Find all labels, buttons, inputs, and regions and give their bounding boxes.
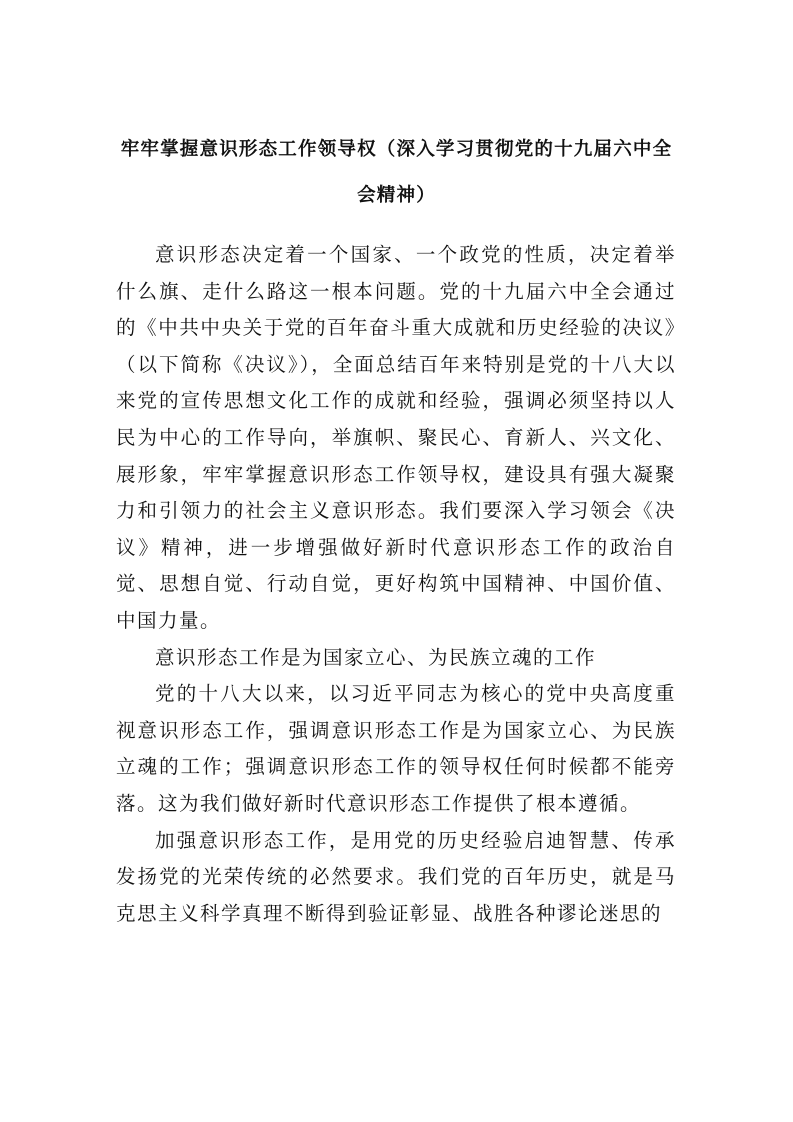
paragraph-section-2: 加强意识形态工作，是用党的历史经验启迪智慧、传承发扬党的光荣传统的必然要求。我们党的百年历史，就是马克思主义科学真理不断得到验证彰显、战胜各种谬论迷思的 bbox=[116, 828, 676, 925]
paragraph-intro: 意识形态决定着一个国家、一个政党的性质，决定着举什么旗、走什么路这一根本问题。党的十九届六中全会通过的《中共中央关于党的百年奋斗重大成就和历史经验的决议》（以下简称《决议》），全面总结百年来特别是党的十八大以来党的宣传思想文化工作的成就和经验，强调必须坚持以人民为中心的工作导向，举旗帜、聚民心、育新人、兴文化、展形象，牢牢掌握意识形态工作领导权，建设具有强大凝聚力和引领力的社会主义意识形态。我们要深入学习领会《决议》精神，进一步增强做好新时代意识形态工作的政治自觉、思想自觉、行动自觉，更好构筑中国精神、中国价值、中国力量。 bbox=[116, 243, 676, 632]
document-title: 牢牢掌握意识形态工作领导权（深入学习贯彻党的十九届六中全会精神） bbox=[120, 139, 673, 206]
section-heading: 意识形态工作是为国家立心、为民族立魂的工作 bbox=[155, 645, 597, 669]
document-body bbox=[116, 237, 676, 932]
paragraph-section-1: 党的十八大以来，以习近平同志为核心的党中央高度重视意识形态工作，强调意识形态工作是为国家立心、为民族立魂的工作；强调意识形态工作的领导权任何时候都不能旁落。这为我们做好新时代意识形态工作提供了根本遵循。 bbox=[116, 682, 676, 815]
